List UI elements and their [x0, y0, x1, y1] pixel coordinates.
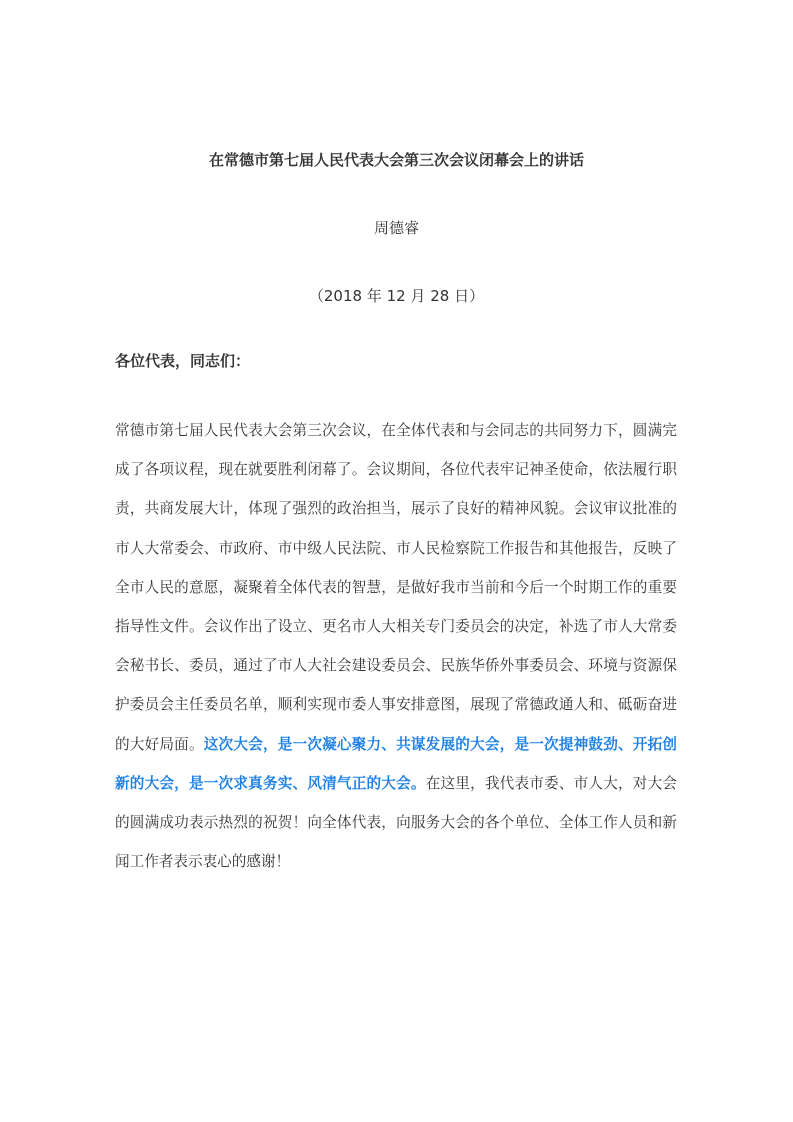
- paragraph-highlight: 这次大会，是一次凝心聚力、共谋发展的大会，是一次提神鼓劲、开拓创新的大会，是一次求真务实、风清气正的大会。: [115, 735, 677, 792]
- paragraph-text-after: 在这里，我代表市委、市人大，对大会的圆满成功表示热烈的祝贺！向全体代表，向服务大会的各个单位、全体工作人员和新闻工作者表示衷心的感谢！: [115, 774, 677, 871]
- speech-date: （2018 年 12 月 28 日）: [308, 287, 485, 305]
- document-title: 在常德市第七届人民代表大会第三次会议闭幕会上的讲话: [208, 151, 584, 169]
- author-name: 周德睿: [373, 219, 419, 237]
- paragraph-text-before: 常德市第七届人民代表大会第三次会议，在全体代表和与会同志的共同努力下，圆满完成了各项议程，现在就要胜利闭幕了。会议期间，各位代表牢记神圣使命，依法履行职责，共商发展大计，体现了强烈的政治担当，展示了良好的精神风貌。会议审议批准的市人大常委会、市政府、市中级人民法院、市人民检察院工作报告和其他报告，反映了全市人民的意愿，凝聚着全体代表的智慧，是做好我市当前和今后一个时期工作的重要指导性文件。会议作出了设立、更名市人大相关专门委员会的决定，补选了市人大常委会秘书长、委员，通过了市人大社会建设委员会、民族华侨外事委员会、环境与资源保护委员会主任委员名单，顺利实现市委人事安排意图，展现了常德政通人和、砥砺奋进的大好局面。: [115, 422, 677, 753]
- salutation: 各位代表，同志们：: [115, 352, 251, 370]
- body-paragraph: [115, 411, 677, 881]
